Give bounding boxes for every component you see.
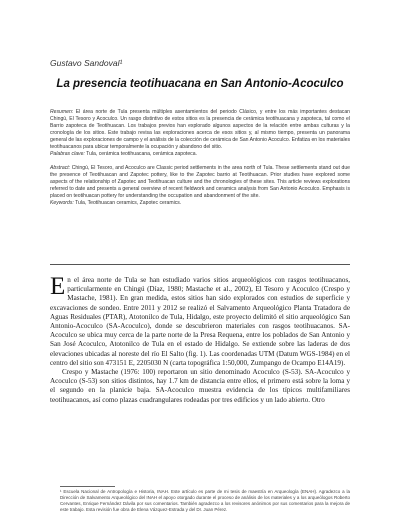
abstract-gap (50, 158, 350, 165)
resumen-paragraph (50, 109, 350, 151)
abstract-label: Abstract: (50, 165, 71, 171)
keywords-label: Keywords: (50, 200, 74, 206)
resumen-label: Resumen: (50, 109, 74, 115)
palabras-clave (50, 151, 350, 158)
body-paragraph-1-text: n el área norte de Tula se han estudiado varios sitios arqueológicos con rasgos teotihuacanos, particularmente en Chingú (Díaz, 1980; Mastache et al., 2002), El Tesoro y Acoculco (Crespo y Mastache, 1981). En gran medida, estos sitios han sido explorados con estudios de superficie y excavaciones de sondeo. Entre 2011 y 2012 se realizó el Salvamento Arqueológico Planta Tratadora de Aguas Residuales (PTAR), Atotonilco de Tula, Hidalgo, este proyecto delimitó el sitio arqueológico San Antonio-Acoculco (SA-Acoculco), donde se descubrieron materiales con rasgos teotihuacanos. SA-Acoculco se ubica muy cerca de la parte norte de la Presa Requena, entre los poblados de San Antonio y San José Acoculco, Atotonilco de Tula en el estado de Hidalgo. Se extiende sobre las laderas de dos elevaciones ubicadas al noreste del río El Salto (fig. 1). Las coordenadas UTM (Datum WGS-1984) en el centro del sitio son 473151 E, 2205030 N (carta topográfica 1:50,000, Zumpango de Ocampo E14A19). (50, 276, 350, 367)
english-abstract-paragraph (50, 165, 350, 200)
keywords (50, 200, 350, 207)
resumen-text: El área norte de Tula presenta múltiples asentamientos del periodo Clásico, y entre los más importantes destacan Chingú, El Tesoro y Acoculco. Un rasgo distintivo de estos sitios es la presencia de cerámica teotihuacana y zapoteca, tal como el Barrio zapoteca de Teotihuacan. Los trabajos previos han explorado algunos aspectos de la relación entre ambas culturas y la cronología de los sitios. Este trabajo revisa las exploraciones acerca de esos sitios y, al mismo tiempo, presenta un panorama general de las exploraciones de campo y el análisis de la colección de cerámica de San Antonio Acoculco. Enfatiza en los materiales teotihuacanos para ubicar temporalmente la ocupación y abandono del sitio. (50, 109, 350, 150)
article-body (50, 273, 350, 405)
article-title: La presencia teotihuacana en San Antonio-Acoculco (56, 78, 344, 90)
drop-cap: E (50, 273, 66, 300)
abstract-text: Chingú, El Tesoro, and Acoculco are Classic period settlements in the area north of Tula. These settlements stand out due the presence of Teotihuacan and Zapotec pottery, like to the Zapotec barrio at Teotihuacan. Prior studies have explored some aspects of the relationship of Zapotec and Teotihuacan culture and the chronologies of these sites. This article reviews explorations referred to date and presents a general overview of recent fieldwork and ceramics analysis from San Antonio Acoculco. Emphasis is placed on teotihuacan pottery for understanding the occupation and abandonment of the site. (50, 165, 350, 199)
palabras-text: Tula, cerámica teotihuacana, cerámica zapoteca. (86, 151, 197, 157)
palabras-label: Palabras clave: (50, 151, 85, 157)
footnote-divider (60, 486, 115, 487)
body-paragraph-2: Crespo y Mastache (1976: 100) reportaron un sitio denominado Acoculco (S-53). SA-Acoculco y Acoculco (S-53) son sitios distintos, hay 1.7 km de distancia entre ellos, el primero está sobre la loma y el segundo en la planicie baja. SA-Acoculco muestra evidencia de los típicos multifamiliares teotihuacanos, así como plazas cuadrangulares rodeadas por tres edificios y un lado abierto. Otro (50, 368, 350, 404)
abstract-block (50, 109, 350, 207)
author-name: Gustavo Sandoval¹ (50, 58, 123, 68)
body-paragraph-1 (50, 273, 350, 368)
section-divider (50, 264, 350, 265)
footnote: ¹ Escuela Nacional de Antropología e Historia, INAH. Este artículo es parte de mi tesis de maestría en Arqueología (ENAH). Agradezco a la Dirección de Salvamento Arqueológico del INAH el apoyo otorgado durante el proceso de análisis de los materiales y a los arqueólogos Roberto Cervantes, Enrique Fernández Dávila por sus comentarios. También agradezco a los revisores anónimos por sus comentarios para la mejora de este trabajo. Esta revisión fue obra de Elena Vázquez-Estrada y del Dr. Juan Pérez. (60, 489, 350, 512)
keywords-text: Tula, Teotihuacan ceramics, Zapotec ceramics. (75, 200, 182, 206)
